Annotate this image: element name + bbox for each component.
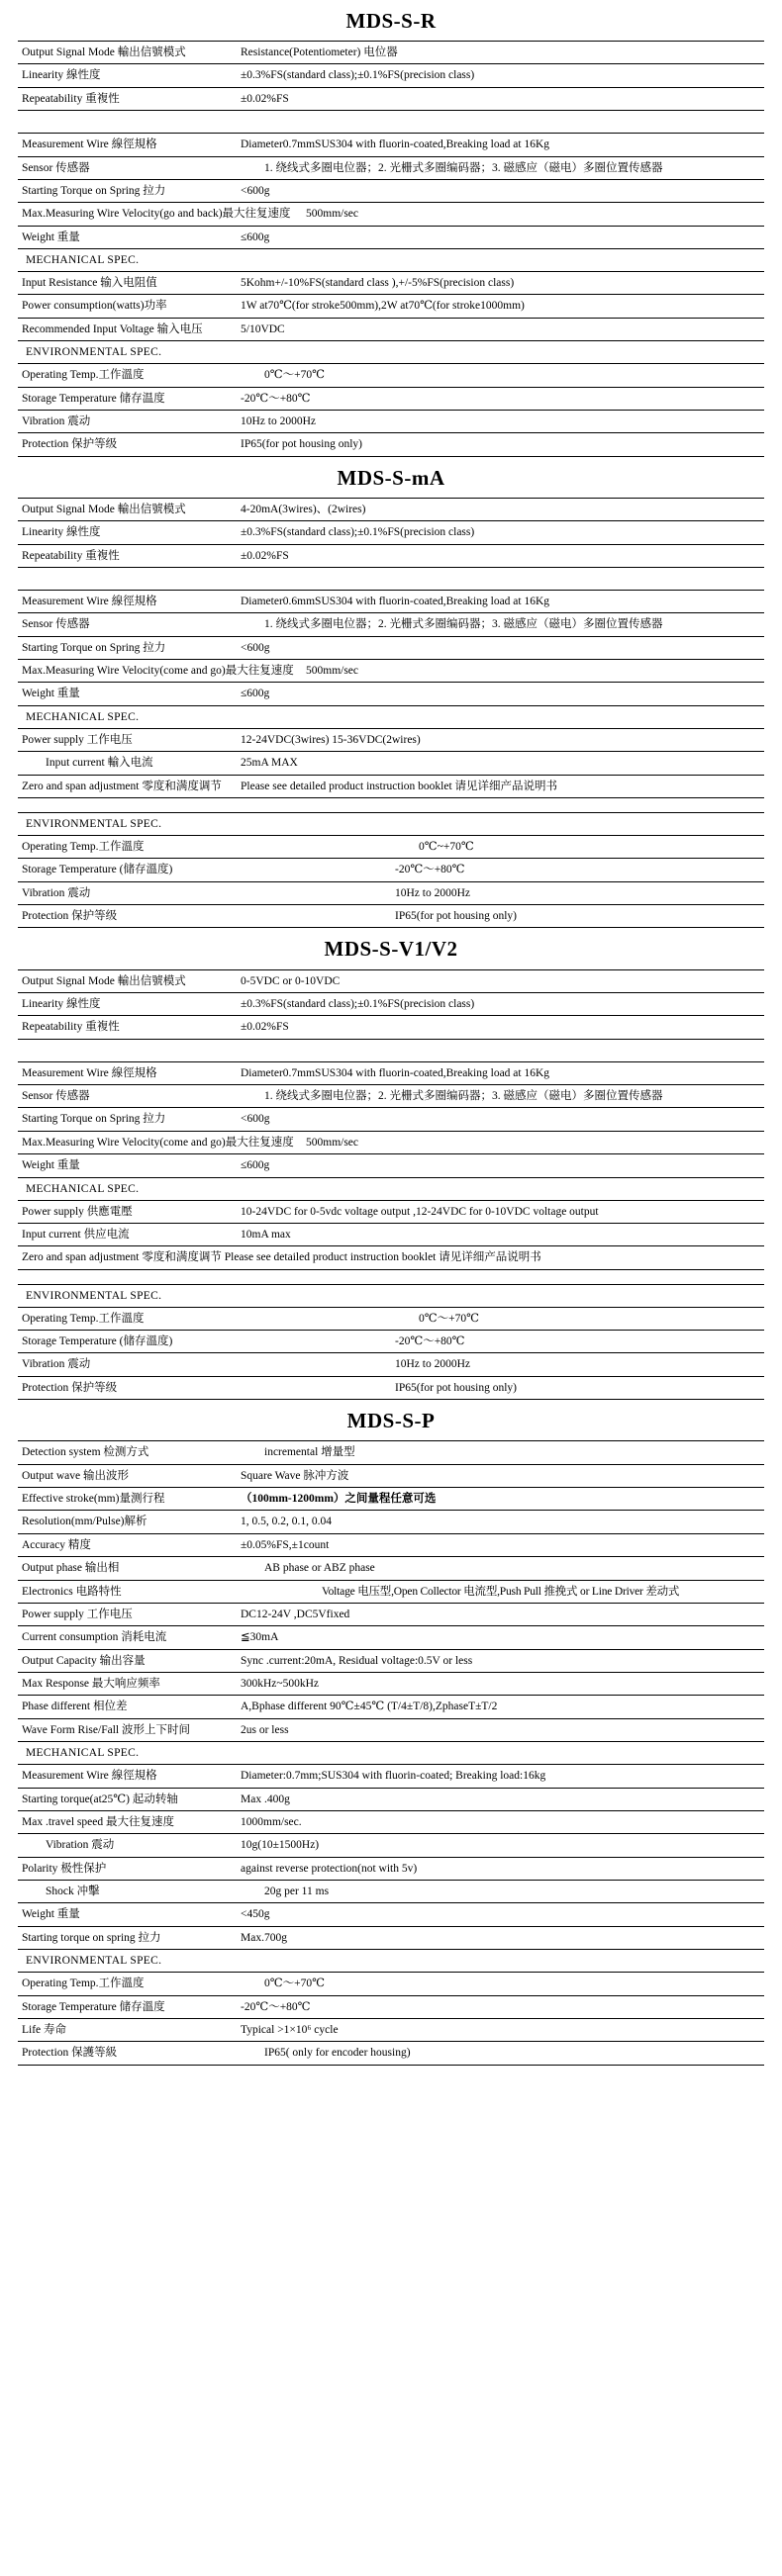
row-label: Weight 重量: [18, 226, 237, 248]
row-value: ≦30mA: [237, 1626, 764, 1649]
row-value: （100mm-1200mm）之间量程任意可选: [237, 1488, 764, 1511]
row-label: Vibration 震动: [18, 1353, 391, 1376]
row-label: Max.Measuring Wire Velocity(come and go)最大往复速度: [18, 1131, 237, 1153]
group-header-label: MECHANICAL SPEC.: [18, 249, 764, 272]
row-label: Resolution(mm/Pulse)解析: [18, 1511, 237, 1533]
row-value: ≤600g: [237, 683, 764, 705]
row-value: 5/10VDC: [237, 318, 764, 340]
table-row: [18, 1973, 764, 1995]
row-label: Linearity 線性度: [18, 64, 237, 87]
row-value: Square Wave 脉冲方波: [237, 1464, 764, 1487]
row-value: A,Bphase different 90℃±45℃ (T/4±T/8),ZphaseT±T/2: [237, 1696, 764, 1718]
table-row: [18, 1376, 764, 1399]
table-row: [18, 1533, 764, 1556]
table-row: [18, 1307, 764, 1330]
group-header-label: ENVIRONMENTAL SPEC.: [18, 341, 764, 364]
row-label: Protection 保护等级: [18, 905, 391, 928]
spec-table-mds-s-p-main: [18, 1440, 764, 2065]
row-label: Operating Temp.工作溫度: [18, 1307, 391, 1330]
row-label: Polarity 极性保护: [18, 1857, 237, 1880]
row-label: Sensor 传感器: [18, 156, 237, 179]
row-value: IP65( only for encoder housing): [237, 2042, 764, 2065]
table-row: [18, 1649, 764, 1672]
table-row: [18, 905, 764, 928]
row-label: Protection 保护等级: [18, 433, 237, 456]
row-value: Diameter:0.7mm;SUS304 with fluorin-coated; Breaking load:16kg: [237, 1765, 764, 1788]
table-row: [18, 1246, 764, 1269]
row-value: 4-20mA(3wires)、(2wires): [237, 498, 764, 520]
group-header-mechanical: [18, 1177, 764, 1200]
table-row: [18, 2018, 764, 2041]
table-row: [18, 1061, 764, 1084]
row-value: ±0.02%FS: [237, 544, 764, 567]
row-value: <600g: [237, 636, 764, 659]
row-label: Output Signal Mode 輸出信號模式: [18, 969, 237, 992]
row-label: Storage Temperature (储存溫度): [18, 1331, 391, 1353]
row-label: Recommended Input Voltage 输入电压: [18, 318, 237, 340]
table-row: [18, 521, 764, 544]
table-row: [18, 203, 764, 226]
table-row: [18, 1718, 764, 1741]
table-row: [18, 859, 764, 881]
row-value: 10mA max: [237, 1223, 764, 1245]
group-header-mechanical: [18, 249, 764, 272]
row-value: ±0.3%FS(standard class);±0.1%FS(precision class): [237, 992, 764, 1015]
row-value: 0-5VDC or 0-10VDC: [237, 969, 764, 992]
row-value: Diameter0.7mmSUS304 with fluorin-coated,Breaking load at 16Kg: [237, 134, 764, 156]
spec-table-mds-s-v1v2-main: [18, 1061, 764, 1270]
row-label: Current consumption 消耗电流: [18, 1626, 237, 1649]
table-row: [18, 660, 764, 683]
row-label: Accuracy 精度: [18, 1533, 237, 1556]
table-row: [18, 1673, 764, 1696]
table-row: [18, 156, 764, 179]
row-label: Vibration 震动: [18, 1834, 237, 1857]
row-label: Storage Temperature 储存温度: [18, 387, 237, 410]
row-label: Starting Torque on Spring 拉力: [18, 1108, 237, 1131]
row-label: Zero and span adjustment 零度和满度调节 Please see detailed product instruction booklet 请见详细产品说明书: [18, 1246, 764, 1269]
table-row: [18, 1580, 764, 1603]
row-value: 20g per 11 ms: [237, 1881, 764, 1903]
row-label: Electronics 电路特性: [18, 1580, 237, 1603]
table-row: [18, 775, 764, 797]
row-value: -20℃～+80℃: [237, 1995, 764, 2018]
table-row: [18, 1626, 764, 1649]
table-row: [18, 134, 764, 156]
row-label: Shock 冲擊: [18, 1881, 237, 1903]
table-row: [18, 881, 764, 904]
row-label: Sensor 传感器: [18, 1085, 237, 1108]
row-label: Protection 保護等級: [18, 2042, 237, 2065]
row-value: 10Hz to 2000Hz: [391, 881, 764, 904]
table-row: [18, 992, 764, 1015]
row-value: 1. 绕线式多圈电位器；2. 光栅式多圈编码器；3. 磁感应（磁电）多圈位置传感器: [237, 613, 764, 636]
row-value: Max .400g: [237, 1788, 764, 1810]
spec-table-mds-s-ma-main: [18, 590, 764, 798]
group-header-mechanical: [18, 705, 764, 728]
row-label: Power supply 供應電壓: [18, 1200, 237, 1223]
table-row: [18, 835, 764, 858]
row-label: Power supply 工作电压: [18, 1603, 237, 1625]
group-header-environmental: [18, 812, 764, 835]
table-row: [18, 728, 764, 751]
table-row: [18, 295, 764, 318]
table-row: [18, 1557, 764, 1580]
table-row: [18, 2042, 764, 2065]
table-row: [18, 1603, 764, 1625]
table-row: [18, 1223, 764, 1245]
row-label: Zero and span adjustment 零度和满度调节: [18, 775, 237, 797]
row-label: Storage Temperature 储存溫度: [18, 1995, 237, 2018]
row-value: Voltage 电压型,Open Collector 电流型,Push Pull 推挽式 or Line Driver 差动式: [237, 1580, 764, 1603]
table-row: [18, 318, 764, 340]
table-row: [18, 1788, 764, 1810]
table-row: [18, 1511, 764, 1533]
row-label: Vibration 震动: [18, 410, 237, 432]
table-row: [18, 498, 764, 520]
row-label: Weight 重量: [18, 683, 237, 705]
row-value: Diameter0.6mmSUS304 with fluorin-coated,Breaking load at 16Kg: [237, 590, 764, 612]
table-row: [18, 272, 764, 295]
row-label: Repeatability 重複性: [18, 1016, 237, 1039]
row-value: Max.700g: [237, 1926, 764, 1949]
row-value: 300kHz~500kHz: [237, 1673, 764, 1696]
spec-table-mds-s-v1v2-electrical: [18, 969, 764, 1040]
row-label: Vibration 震动: [18, 881, 391, 904]
row-value: against reverse protection(not with 5v): [237, 1857, 764, 1880]
table-row: [18, 1834, 764, 1857]
table-row: [18, 1085, 764, 1108]
row-value: 0℃~+70℃: [391, 835, 764, 858]
block-separator: [18, 798, 764, 812]
block-separator: [18, 111, 764, 133]
row-value: AB phase or ABZ phase: [237, 1557, 764, 1580]
row-value: 1. 绕线式多圈电位器；2. 光栅式多圈编码器；3. 磁感应（磁电）多圈位置传感器: [237, 156, 764, 179]
row-label: Input Resistance 输入电阻值: [18, 272, 237, 295]
row-label: Operating Temp.工作溫度: [18, 364, 237, 387]
row-value: 10g(10±1500Hz): [237, 1834, 764, 1857]
row-value: <600g: [237, 1108, 764, 1131]
row-label: Power consumption(watts)功率: [18, 295, 237, 318]
row-label: Starting torque on spring 拉力: [18, 1926, 237, 1949]
table-row: [18, 387, 764, 410]
block-separator: [18, 1040, 764, 1061]
table-row: [18, 42, 764, 64]
row-label: Max.Measuring Wire Velocity(go and back)最大往复速度: [18, 203, 237, 226]
row-value: ±0.3%FS(standard class);±0.1%FS(precision class): [237, 521, 764, 544]
block-separator: [18, 1270, 764, 1284]
table-row: [18, 1464, 764, 1487]
table-row: [18, 544, 764, 567]
row-value: Diameter0.7mmSUS304 with fluorin-coated,Breaking load at 16Kg: [237, 1061, 764, 1084]
row-label: Max.Measuring Wire Velocity(come and go)最大往复速度: [18, 660, 237, 683]
row-label: Output Signal Mode 輸出信號模式: [18, 498, 237, 520]
row-value: <600g: [237, 179, 764, 202]
table-row: [18, 636, 764, 659]
spec-table-mds-s-ma-electrical: [18, 498, 764, 568]
row-value: ±0.3%FS(standard class);±0.1%FS(precision class): [237, 64, 764, 87]
row-label: Operating Temp.工作溫度: [18, 835, 391, 858]
row-label: Life 寿命: [18, 2018, 237, 2041]
table-row: [18, 410, 764, 432]
table-row: [18, 1696, 764, 1718]
row-value: 12-24VDC(3wires) 15-36VDC(2wires): [237, 728, 764, 751]
row-value: IP65(for pot housing only): [237, 433, 764, 456]
table-row: [18, 179, 764, 202]
row-value: Typical >1×10⁶ cycle: [237, 2018, 764, 2041]
row-label: Output phase 输出相: [18, 1557, 237, 1580]
row-value: 1000mm/sec.: [237, 1810, 764, 1833]
table-row: [18, 613, 764, 636]
row-label: Phase different 相位差: [18, 1696, 237, 1718]
row-value: 25mA MAX: [237, 752, 764, 775]
table-row: [18, 969, 764, 992]
spec-table-mds-s-v1v2-environmental: [18, 1284, 764, 1401]
group-header-label: ENVIRONMENTAL SPEC.: [18, 812, 764, 835]
row-label: Measurement Wire 線徑規格: [18, 1061, 237, 1084]
row-label: Repeatability 重複性: [18, 87, 237, 110]
section-title-mds-s-v1v2: MDS-S-V1/V2: [324, 937, 458, 962]
row-label: Output Signal Mode 輸出信號模式: [18, 42, 237, 64]
row-label: Measurement Wire 線徑規格: [18, 590, 237, 612]
row-value: ±0.02%FS: [237, 87, 764, 110]
spec-table-mds-s-r-electrical: [18, 41, 764, 111]
row-label: Detection system 检测方式: [18, 1441, 237, 1464]
row-label: Measurement Wire 線徑規格: [18, 1765, 237, 1788]
row-value: 500mm/sec: [237, 660, 764, 683]
row-label: Power supply 工作电压: [18, 728, 237, 751]
row-value: 500mm/sec: [237, 203, 764, 226]
table-row: [18, 1131, 764, 1153]
table-row: [18, 1108, 764, 1131]
row-label: Measurement Wire 線徑規格: [18, 134, 237, 156]
row-value: 0℃～+70℃: [237, 1973, 764, 1995]
row-label: Starting Torque on Spring 拉力: [18, 636, 237, 659]
row-value: 0℃～+70℃: [391, 1307, 764, 1330]
row-label: Starting Torque on Spring 拉力: [18, 179, 237, 202]
row-value: 1, 0.5, 0.2, 0.1, 0.04: [237, 1511, 764, 1533]
row-value: -20℃～+80℃: [391, 1331, 764, 1353]
block-separator: [18, 568, 764, 590]
table-row: [18, 590, 764, 612]
table-row: [18, 1016, 764, 1039]
row-label: Effective stroke(mm)量测行程: [18, 1488, 237, 1511]
table-row: [18, 1154, 764, 1177]
table-row: [18, 1995, 764, 2018]
row-label: Output Capacity 输出容量: [18, 1649, 237, 1672]
table-row: [18, 1926, 764, 1949]
group-header-mechanical: [18, 1742, 764, 1765]
table-row: [18, 1765, 764, 1788]
row-label: Max Response 最大响应频率: [18, 1673, 237, 1696]
row-value: 10Hz to 2000Hz: [391, 1353, 764, 1376]
row-value: 1W at70℃(for stroke500mm),2W at70℃(for stroke1000mm): [237, 295, 764, 318]
group-header-label: MECHANICAL SPEC.: [18, 1177, 764, 1200]
row-value: DC12-24V ,DC5Vfixed: [237, 1603, 764, 1625]
row-value: 500mm/sec: [237, 1131, 764, 1153]
table-row: [18, 1200, 764, 1223]
row-label: Sensor 传感器: [18, 613, 237, 636]
row-value: 10-24VDC for 0-5vdc voltage output ,12-24VDC for 0-10VDC voltage output: [237, 1200, 764, 1223]
row-label: Weight 重量: [18, 1903, 237, 1926]
table-row: [18, 433, 764, 456]
row-label: Wave Form Rise/Fall 波形上下时间: [18, 1718, 237, 1741]
row-label: Max .travel speed 最大往复速度: [18, 1810, 237, 1833]
row-label: Operating Temp.工作溫度: [18, 1973, 237, 1995]
row-value: incremental 增量型: [237, 1441, 764, 1464]
row-value: ±0.05%FS,±1count: [237, 1533, 764, 1556]
group-header-environmental: [18, 341, 764, 364]
row-value: ±0.02%FS: [237, 1016, 764, 1039]
section-title-mds-s-ma: MDS-S-mA: [337, 465, 445, 490]
row-value: 5Kohm+/-10%FS(standard class ),+/-5%FS(precision class): [237, 272, 764, 295]
row-value: 0℃～+70℃: [237, 364, 764, 387]
row-label: Protection 保护等级: [18, 1376, 391, 1399]
row-value: Sync .current:20mA, Residual voltage:0.5V or less: [237, 1649, 764, 1672]
table-row: [18, 64, 764, 87]
section-title-mds-s-p: MDS-S-P: [346, 1409, 436, 1433]
table-row: [18, 226, 764, 248]
row-value: IP65(for pot housing only): [391, 1376, 764, 1399]
row-label: Input current 輸入电流: [18, 752, 237, 775]
row-label: Weight 重量: [18, 1154, 237, 1177]
group-header-label: MECHANICAL SPEC.: [18, 705, 764, 728]
table-row: [18, 364, 764, 387]
row-label: Repeatability 重複性: [18, 544, 237, 567]
row-value: 2us or less: [237, 1718, 764, 1741]
table-row: [18, 1810, 764, 1833]
table-row: [18, 1441, 764, 1464]
group-header-label: ENVIRONMENTAL SPEC.: [18, 1950, 764, 1973]
table-row: [18, 1857, 764, 1880]
section-title-mds-s-r: MDS-S-R: [345, 9, 437, 33]
row-value: Please see detailed product instruction booklet 请见详细产品说明书: [237, 775, 764, 797]
row-value: 1. 绕线式多圈电位器；2. 光栅式多圈编码器；3. 磁感应（磁电）多圈位置传感器: [237, 1085, 764, 1108]
row-label: Storage Temperature (储存溫度): [18, 859, 391, 881]
row-value: 10Hz to 2000Hz: [237, 410, 764, 432]
table-row: [18, 1353, 764, 1376]
group-header-label: ENVIRONMENTAL SPEC.: [18, 1284, 764, 1307]
row-value: -20℃～+80℃: [237, 387, 764, 410]
table-row: [18, 1903, 764, 1926]
row-value: ≤600g: [237, 1154, 764, 1177]
row-label: Output wave 输出波形: [18, 1464, 237, 1487]
row-value: -20℃～+80℃: [391, 859, 764, 881]
group-header-label: MECHANICAL SPEC.: [18, 1742, 764, 1765]
row-label: Starting torque(at25℃) 起动转轴: [18, 1788, 237, 1810]
row-value: Resistance(Potentiometer) 电位器: [237, 42, 764, 64]
table-row: [18, 87, 764, 110]
table-row: [18, 683, 764, 705]
group-header-environmental: [18, 1284, 764, 1307]
spec-table-mds-s-ma-environmental: [18, 812, 764, 929]
row-label: Linearity 線性度: [18, 521, 237, 544]
spec-table-mds-s-r-main: [18, 133, 764, 457]
table-row: [18, 1488, 764, 1511]
row-label: Linearity 線性度: [18, 992, 237, 1015]
row-value: <450g: [237, 1903, 764, 1926]
row-label: Input current 供应电流: [18, 1223, 237, 1245]
group-header-environmental: [18, 1950, 764, 1973]
table-row: [18, 1881, 764, 1903]
table-row: [18, 752, 764, 775]
table-row: [18, 1331, 764, 1353]
row-value: IP65(for pot housing only): [391, 905, 764, 928]
row-value: ≤600g: [237, 226, 764, 248]
